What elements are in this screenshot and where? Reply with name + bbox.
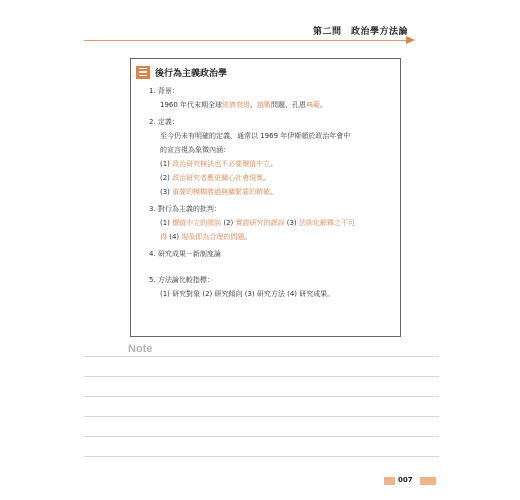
section-results — [149, 247, 397, 261]
chapter-title: 第二問 政治學方法論 — [312, 27, 408, 37]
list-item: (2) 政治研究者應更關心社會現實。 — [160, 174, 271, 182]
section-title: 1. 背景： — [149, 87, 179, 95]
text-line: (1) 研究對象 (2) 研究傾向 (3) 研究方法 (4) 研究成果。 — [160, 290, 335, 298]
section-comparison — [149, 273, 397, 301]
note-line — [84, 436, 439, 437]
page-number-bar — [384, 477, 395, 485]
list-item: (1) 政治研究無法也不必要價值中立。 — [160, 160, 278, 168]
header-divider — [84, 40, 408, 41]
box-header — [136, 65, 227, 79]
section-background — [149, 84, 397, 112]
note-line — [84, 396, 439, 397]
text-line: (1) 價值中立的謬誤 (2) 實證研究的謬誤 (3) 法則化解釋之不可 — [160, 219, 355, 227]
note-line — [84, 376, 439, 377]
note-label: Note — [128, 343, 153, 355]
summary-box — [130, 58, 401, 337]
box-title: 後行為主義政治學 — [155, 68, 228, 79]
text-line: 的宣言視為象徵內涵： — [160, 146, 230, 154]
list-item: (3) 重要的模糊勝過無關緊要的精確。 — [160, 188, 278, 196]
text-line: 1960 年代末期全球經濟衰退、越戰問題、孔恩典範。 — [160, 101, 328, 109]
section-title: 4. 研究成果－新制度論 — [149, 250, 221, 258]
section-critique — [149, 202, 397, 244]
section-title: 5. 方法論比較指標： — [149, 276, 214, 284]
page-number-bar — [420, 477, 436, 485]
section-definition — [149, 115, 397, 199]
arrow-right-icon — [406, 36, 415, 44]
note-line — [84, 416, 439, 417]
note-line — [84, 456, 439, 457]
text-line: 得 (4) 現象即為合理的問題。 — [160, 233, 252, 241]
note-line — [84, 356, 439, 357]
menu-icon — [136, 66, 150, 79]
text-line: 至今仍未有明確的定義，通常以 1969 年伊斯頓於政治年會中 — [160, 132, 351, 140]
page-number: 007 — [398, 476, 413, 484]
section-title: 2. 定義： — [149, 118, 179, 126]
box-content — [149, 84, 397, 301]
section-title: 3. 對行為主義的批判： — [149, 205, 221, 213]
